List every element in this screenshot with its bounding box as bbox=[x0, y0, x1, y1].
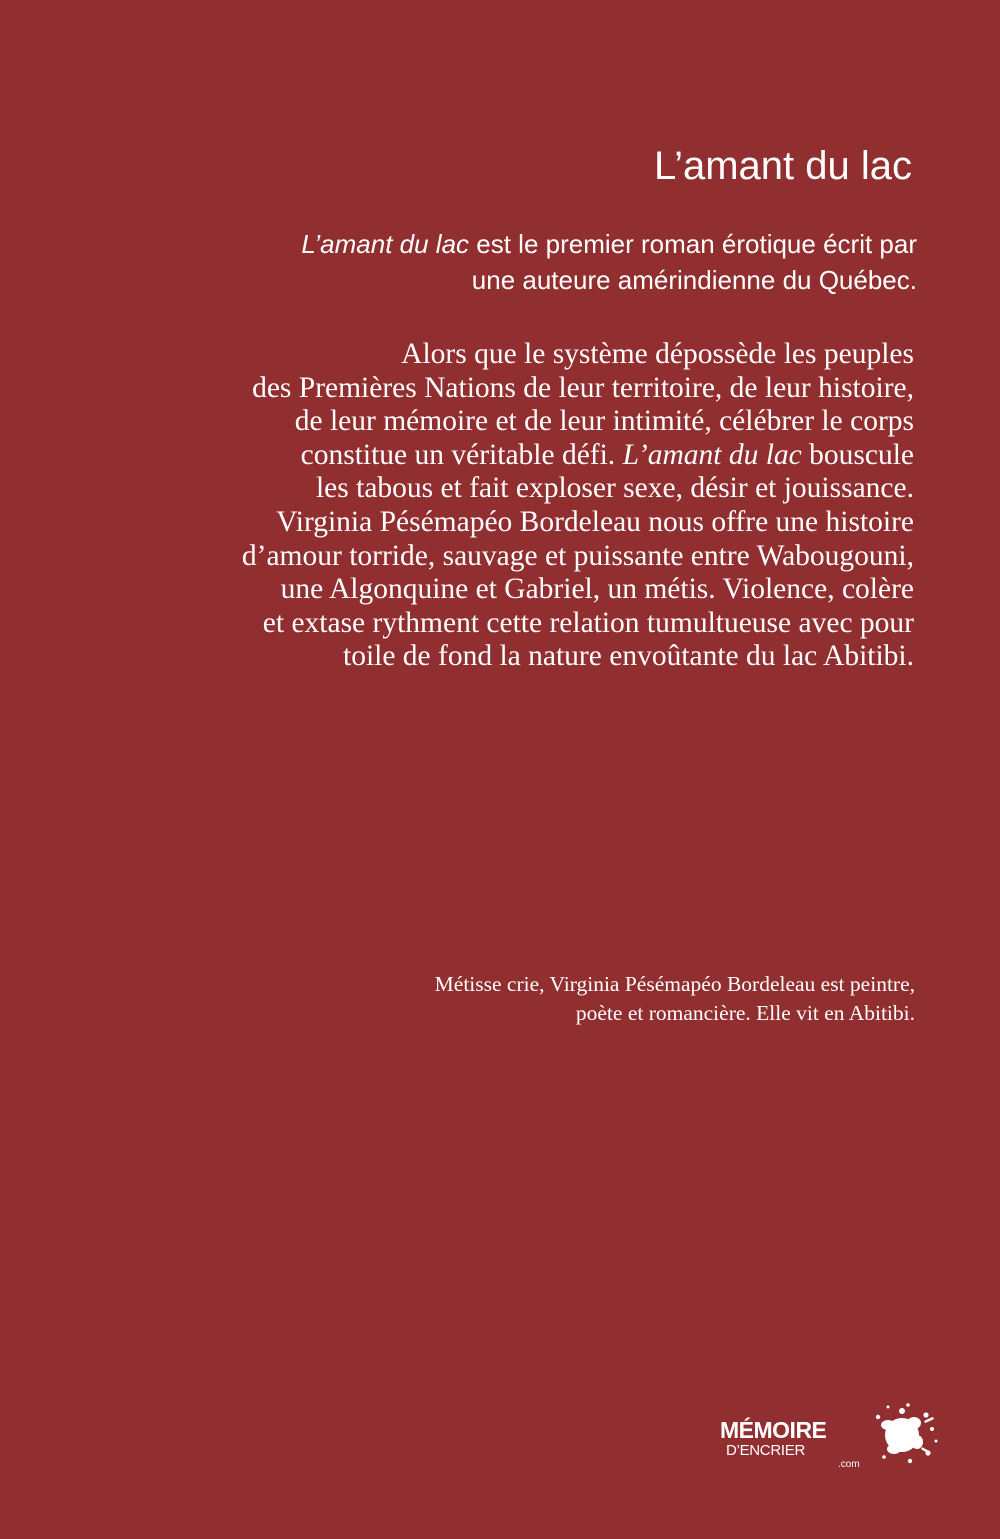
publisher-logo bbox=[714, 1395, 944, 1485]
logo-word-memoire: MÉMOIRE bbox=[720, 1417, 827, 1443]
blurb-line: une Algonquine et Gabriel, un métis. Violence, colère bbox=[280, 573, 914, 606]
blurb-line: les tabous et fait exploser sexe, désir et jouissance. bbox=[315, 472, 914, 505]
bio-line: Métisse crie, Virginia Pésémapéo Bordeleau est peintre, bbox=[434, 972, 915, 996]
blurb-book-title: L’amant du lac bbox=[622, 438, 802, 471]
logo-word-encrier: D’ENCRIER bbox=[726, 1442, 805, 1459]
tagline-line-1 bbox=[117, 226, 917, 262]
blurb-line: d’amour torride, sauvage et puissante entre Wabougouni, bbox=[241, 539, 914, 572]
blurb-line: Virginia Pésémapéo Bordeleau nous offre une histoire bbox=[276, 505, 914, 538]
logo-suffix: .com bbox=[838, 1459, 860, 1470]
blurb-line: toile de fond la nature envoûtante du lac Abitibi. bbox=[343, 640, 914, 673]
blurb-line-4-end: bouscule bbox=[801, 438, 914, 471]
tagline bbox=[117, 226, 917, 298]
tagline-line-1-text: est le premier roman érotique écrit par bbox=[469, 229, 917, 259]
book-blurb bbox=[114, 338, 914, 674]
author-bio bbox=[215, 970, 915, 1028]
blurb-line: de leur mémoire et de leur intimité, célébrer le corps bbox=[294, 405, 914, 438]
blurb-line bbox=[114, 439, 914, 473]
blurb-line: Alors que le système dépossède les peuples bbox=[401, 338, 914, 370]
tagline-book-title: L’amant du lac bbox=[301, 229, 470, 259]
blurb-line: des Premières Nations de leur territoire, de leur histoire, bbox=[252, 371, 914, 404]
tagline-line-2: une auteure amérindienne du Québec. bbox=[471, 265, 917, 295]
ink-splash-icon bbox=[864, 1395, 944, 1475]
bio-line: poète et romancière. Elle vit en Abitibi. bbox=[575, 1001, 915, 1025]
blurb-line: et extase rythment cette relation tumultueuse avec pour bbox=[262, 606, 914, 639]
book-title: L’amant du lac bbox=[654, 144, 912, 188]
blurb-line-4-start: constitue un véritable défi. bbox=[300, 438, 623, 471]
